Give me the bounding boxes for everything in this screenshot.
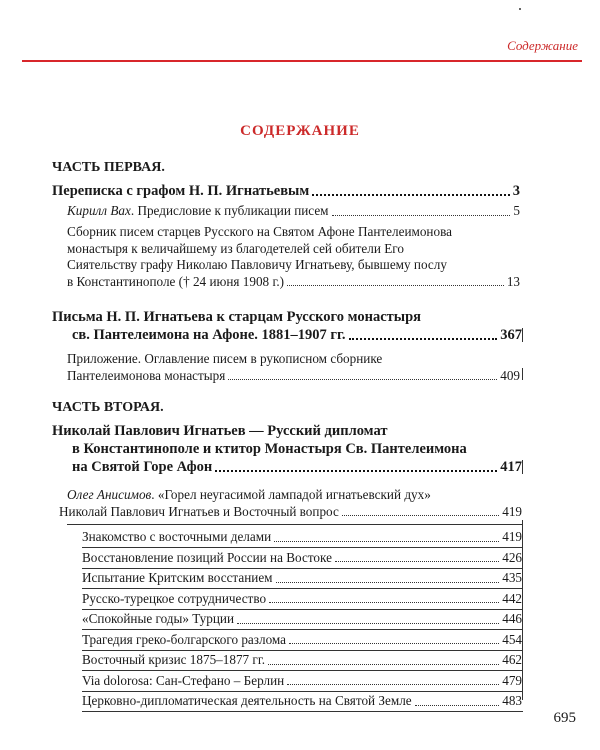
dot-leader — [215, 470, 497, 472]
toc-title: СОДЕРЖАНИЕ — [240, 123, 360, 139]
toc-entry-ignatiev[interactable] — [52, 422, 522, 476]
toc-entry-line: монастыря к величайшему из благодетелей сей обители Его — [67, 240, 404, 256]
page-number: 3 — [512, 183, 520, 199]
toc-entry-line: Пантелеимонова монастыря — [67, 367, 226, 383]
page-number: 5 — [513, 203, 520, 218]
rule — [82, 670, 523, 671]
page-number: 419 — [502, 529, 522, 544]
toc-entry-label: Восточный кризис 1875–1877 гг. — [82, 652, 266, 667]
page-number: 417 — [500, 459, 522, 476]
toc-chapter-entry[interactable] — [82, 611, 522, 628]
toc-entry-label: Via dolorosa: Сан-Стефано – Берлин — [82, 672, 285, 688]
page-number: 479 — [502, 672, 522, 688]
dot-leader — [335, 561, 499, 562]
page-number: 419 — [502, 503, 522, 519]
column-bar — [522, 368, 523, 380]
column-bar — [522, 460, 523, 474]
dot-leader — [274, 541, 499, 542]
page-number: 409 — [500, 367, 520, 383]
toc-entry-line: св. Пантелеимона на Афоне. 1881–1907 гг. — [72, 327, 346, 344]
dot-leader — [269, 602, 499, 603]
dot-leader — [332, 215, 511, 216]
header-rule — [22, 60, 582, 62]
toc-entry-label: . Предисловие к публикации писем — [130, 203, 329, 218]
toc-chapter-entry[interactable] — [82, 652, 522, 669]
rule — [67, 524, 523, 525]
toc-entry-line: в Константинополе и ктитор Монастыря Св. Пантелеимона — [72, 441, 467, 458]
toc-entry-label: . «Горел неугасимой лампадой игнатьевский дух» — [151, 487, 431, 502]
rule — [82, 711, 523, 712]
toc-entry-label: Испытание Критским восстанием — [82, 570, 273, 585]
author-name: Олег Анисимов — [67, 487, 152, 502]
rule — [82, 547, 523, 548]
toc-entry-correspondence[interactable] — [52, 182, 520, 200]
page-number: 367 — [500, 327, 522, 344]
dot-leader — [287, 285, 504, 286]
toc-entry-line: Приложение. Оглавление писем в рукописном сборнике — [67, 351, 383, 366]
dot-leader — [228, 379, 497, 380]
rule — [82, 588, 523, 589]
rule — [82, 650, 523, 651]
page-number: 454 — [502, 631, 522, 647]
rule — [82, 691, 523, 692]
running-header-title: Содержание — [507, 38, 578, 53]
rule — [82, 568, 523, 569]
part-two-title: ЧАСТЬ ВТОРАЯ. — [52, 400, 164, 415]
rule — [82, 629, 523, 630]
toc-entry-label: Переписка с графом Н. П. Игнатьевым — [52, 183, 310, 199]
toc-entry-line: Николай Павлович Игнатьев — Русский дипломат — [52, 423, 388, 439]
dot-leader — [289, 643, 499, 644]
toc-entry-line: Николай Павлович Игнатьев и Восточный вопрос — [59, 503, 339, 519]
dot-leader — [276, 582, 500, 583]
toc-entry-line: на Святой Горе Афон — [72, 459, 213, 476]
dot-leader — [312, 194, 510, 196]
toc-chapter-entry[interactable] — [82, 673, 522, 690]
page-number: 446 — [502, 611, 522, 626]
toc-entry-label: Русско-турецкое сотрудничество — [82, 590, 267, 606]
toc-entry-letters[interactable] — [52, 308, 522, 344]
page-number: 435 — [502, 570, 522, 585]
toc-entry-label: Трагедия греко-болгарского разлома — [82, 631, 287, 647]
toc-entry-collection[interactable] — [67, 224, 537, 290]
print-speck — [519, 8, 521, 10]
toc-chapter-entry[interactable] — [82, 529, 522, 546]
dot-leader — [268, 664, 499, 665]
page-folio: 695 — [553, 710, 576, 726]
page-number: 426 — [502, 549, 522, 565]
page-number: 442 — [502, 590, 522, 606]
toc-entry-label: «Спокойные годы» Турции — [82, 611, 235, 626]
author-name: Кирилл Вах — [67, 203, 131, 218]
column-bar — [522, 520, 523, 700]
dot-leader — [287, 684, 499, 685]
toc-chapter-entry[interactable] — [82, 693, 522, 710]
toc-entry-label: Церковно-дипломатическая деятельность на Святой Земле — [82, 693, 412, 708]
toc-entry-line: в Константинополе († 24 июня 1908 г.) — [67, 273, 285, 289]
toc-entry-preface[interactable] — [67, 203, 520, 220]
rule — [82, 609, 523, 610]
toc-entry-label: Восстановление позиций России на Востоке — [82, 549, 332, 565]
toc-entry-appendix[interactable] — [67, 351, 520, 384]
toc-entry-essay[interactable] — [59, 487, 522, 520]
dot-leader — [349, 338, 498, 340]
page-number: 483 — [502, 693, 522, 708]
part-one-title: ЧАСТЬ ПЕРВАЯ. — [52, 160, 165, 175]
dot-leader — [342, 515, 499, 516]
page-number: 13 — [506, 273, 520, 289]
toc-entry-line: Сборник писем старцев Русского на Святом Афоне Пантелеимонова — [67, 224, 452, 239]
toc-chapter-entry[interactable] — [82, 550, 522, 567]
column-bar — [522, 328, 523, 342]
dot-leader — [415, 705, 500, 706]
toc-entry-line: Письма Н. П. Игнатьева к старцам Русского монастыря — [52, 309, 421, 325]
dot-leader — [237, 623, 499, 624]
toc-entry-label: Знакомство с восточными делами — [82, 529, 272, 544]
toc-entry-line: Сиятельству графу Николаю Павловичу Игнатьеву, бывшему послу — [67, 257, 447, 272]
toc-chapter-entry[interactable] — [82, 632, 522, 649]
page-number: 462 — [502, 652, 522, 667]
toc-chapter-entry[interactable] — [82, 591, 522, 608]
toc-chapter-entry[interactable] — [82, 570, 522, 587]
